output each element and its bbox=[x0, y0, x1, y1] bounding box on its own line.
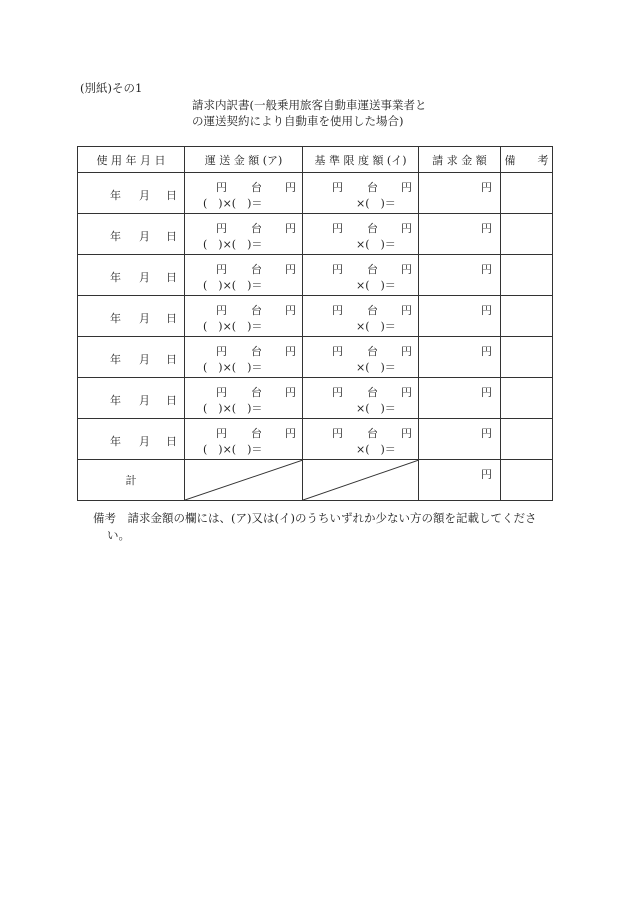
fare-formula: ( )×( )＝ bbox=[203, 402, 263, 415]
fare-vehicle-unit: 台 bbox=[251, 345, 262, 358]
remarks-cell bbox=[501, 173, 553, 214]
header-usage-date: 使 用 年 月 日 bbox=[78, 147, 185, 173]
fare-yen-unit: 円 bbox=[216, 345, 227, 358]
limit-yen-unit: 円 bbox=[332, 181, 343, 194]
fare-yen-unit: 円 bbox=[216, 222, 227, 235]
fare-vehicle-unit: 台 bbox=[251, 181, 262, 194]
fare-yen-unit-2: 円 bbox=[285, 263, 296, 276]
limit-cell bbox=[303, 255, 419, 296]
month-unit: 月 bbox=[139, 189, 150, 202]
limit-yen-unit: 円 bbox=[332, 263, 343, 276]
amount-unit: 円 bbox=[481, 345, 492, 358]
limit-formula: ×( )＝ bbox=[356, 402, 396, 415]
limit-formula: ×( )＝ bbox=[356, 443, 396, 456]
fare-yen-unit: 円 bbox=[216, 263, 227, 276]
fare-cell bbox=[185, 214, 303, 255]
limit-yen-unit-2: 円 bbox=[401, 386, 412, 399]
limit-yen-unit-2: 円 bbox=[401, 181, 412, 194]
fare-formula: ( )×( )＝ bbox=[203, 238, 263, 251]
limit-formula: ×( )＝ bbox=[356, 279, 396, 292]
diagonal-line-fare bbox=[185, 460, 303, 500]
day-unit: 日 bbox=[166, 394, 177, 407]
limit-yen-unit-2: 円 bbox=[401, 222, 412, 235]
remarks-cell bbox=[501, 419, 553, 460]
total-label: 計 bbox=[78, 460, 185, 501]
fare-formula: ( )×( )＝ bbox=[203, 320, 263, 333]
limit-yen-unit: 円 bbox=[332, 304, 343, 317]
claim-amount-cell bbox=[419, 173, 501, 214]
header-claim-amount: 請 求 金 額 bbox=[419, 147, 501, 173]
header-fare-amount: 運 送 金 額 (ア) bbox=[185, 147, 303, 173]
limit-vehicle-unit: 台 bbox=[367, 304, 378, 317]
fare-vehicle-unit: 台 bbox=[251, 222, 262, 235]
date-cell bbox=[78, 255, 185, 296]
limit-cell bbox=[303, 296, 419, 337]
day-unit: 日 bbox=[166, 435, 177, 448]
amount-unit: 円 bbox=[481, 304, 492, 317]
limit-formula: ×( )＝ bbox=[356, 320, 396, 333]
year-unit: 年 bbox=[110, 394, 121, 407]
date-cell bbox=[78, 214, 185, 255]
fare-yen-unit: 円 bbox=[216, 181, 227, 194]
table-row bbox=[78, 173, 553, 214]
fare-vehicle-unit: 台 bbox=[251, 304, 262, 317]
limit-yen-unit: 円 bbox=[332, 222, 343, 235]
limit-vehicle-unit: 台 bbox=[367, 386, 378, 399]
table-header-row bbox=[78, 147, 553, 173]
limit-formula: ×( )＝ bbox=[356, 361, 396, 374]
fare-formula: ( )×( )＝ bbox=[203, 361, 263, 374]
month-unit: 月 bbox=[139, 353, 150, 366]
amount-unit: 円 bbox=[481, 222, 492, 235]
year-unit: 年 bbox=[110, 230, 121, 243]
limit-yen-unit-2: 円 bbox=[401, 263, 412, 276]
fare-yen-unit: 円 bbox=[216, 386, 227, 399]
month-unit: 月 bbox=[139, 435, 150, 448]
day-unit: 日 bbox=[166, 189, 177, 202]
total-unit: 円 bbox=[481, 468, 492, 481]
claim-amount-cell bbox=[419, 419, 501, 460]
month-unit: 月 bbox=[139, 394, 150, 407]
fare-yen-unit-2: 円 bbox=[285, 427, 296, 440]
title-line-2: の運送契約により自動車を使用した場合) bbox=[192, 114, 404, 128]
year-unit: 年 bbox=[110, 435, 121, 448]
date-cell bbox=[78, 173, 185, 214]
claim-amount-cell bbox=[419, 337, 501, 378]
limit-cell bbox=[303, 419, 419, 460]
date-cell bbox=[78, 419, 185, 460]
year-unit: 年 bbox=[110, 271, 121, 284]
month-unit: 月 bbox=[139, 230, 150, 243]
limit-cell bbox=[303, 337, 419, 378]
limit-yen-unit: 円 bbox=[332, 427, 343, 440]
date-cell bbox=[78, 296, 185, 337]
day-unit: 日 bbox=[166, 353, 177, 366]
amount-unit: 円 bbox=[481, 263, 492, 276]
table-total-row bbox=[78, 460, 553, 501]
day-unit: 日 bbox=[166, 230, 177, 243]
fare-vehicle-unit: 台 bbox=[251, 427, 262, 440]
claim-amount-cell bbox=[419, 378, 501, 419]
fare-cell bbox=[185, 173, 303, 214]
title-line-1: 請求内訳書(一般乗用旅客自動車運送事業者と bbox=[192, 98, 427, 112]
total-amount-cell bbox=[419, 460, 501, 501]
fare-yen-unit: 円 bbox=[216, 304, 227, 317]
limit-cell bbox=[303, 173, 419, 214]
limit-vehicle-unit: 台 bbox=[367, 222, 378, 235]
limit-yen-unit: 円 bbox=[332, 345, 343, 358]
fare-formula: ( )×( )＝ bbox=[203, 197, 263, 210]
year-unit: 年 bbox=[110, 312, 121, 325]
limit-vehicle-unit: 台 bbox=[367, 181, 378, 194]
attachment-label: (別紙)その1 bbox=[80, 81, 143, 95]
date-cell bbox=[78, 337, 185, 378]
limit-formula: ×( )＝ bbox=[356, 238, 396, 251]
total-remarks-cell bbox=[501, 460, 553, 501]
fare-cell bbox=[185, 337, 303, 378]
limit-cell bbox=[303, 214, 419, 255]
remarks-cell bbox=[501, 378, 553, 419]
remarks-cell bbox=[501, 255, 553, 296]
fare-yen-unit-2: 円 bbox=[285, 304, 296, 317]
month-unit: 月 bbox=[139, 312, 150, 325]
fare-yen-unit-2: 円 bbox=[285, 345, 296, 358]
limit-vehicle-unit: 台 bbox=[367, 427, 378, 440]
limit-formula: ×( )＝ bbox=[356, 197, 396, 210]
table-row bbox=[78, 255, 553, 296]
table-row bbox=[78, 214, 553, 255]
remarks-cell bbox=[501, 214, 553, 255]
claim-amount-cell bbox=[419, 255, 501, 296]
fare-vehicle-unit: 台 bbox=[251, 263, 262, 276]
month-unit: 月 bbox=[139, 271, 150, 284]
limit-vehicle-unit: 台 bbox=[367, 345, 378, 358]
note-line-2: い。 bbox=[107, 528, 130, 542]
diagonal-line-limit bbox=[303, 460, 419, 500]
total-limit-cell bbox=[303, 460, 419, 501]
table-row bbox=[78, 419, 553, 460]
year-unit: 年 bbox=[110, 189, 121, 202]
fare-yen-unit-2: 円 bbox=[285, 222, 296, 235]
fare-vehicle-unit: 台 bbox=[251, 386, 262, 399]
limit-yen-unit-2: 円 bbox=[401, 427, 412, 440]
fare-cell bbox=[185, 296, 303, 337]
limit-vehicle-unit: 台 bbox=[367, 263, 378, 276]
limit-yen-unit-2: 円 bbox=[401, 304, 412, 317]
note-line-1: 備考 請求金額の欄には、(ア)又は(イ)のうちいずれか少ない方の額を記載してくださ bbox=[93, 511, 537, 525]
header-remarks: 備 考 bbox=[501, 147, 553, 173]
fare-formula: ( )×( )＝ bbox=[203, 279, 263, 292]
document-title bbox=[192, 97, 426, 129]
limit-yen-unit: 円 bbox=[332, 386, 343, 399]
fare-cell bbox=[185, 419, 303, 460]
limit-yen-unit-2: 円 bbox=[401, 345, 412, 358]
date-cell bbox=[78, 378, 185, 419]
year-unit: 年 bbox=[110, 353, 121, 366]
claim-breakdown-table bbox=[77, 146, 553, 501]
table-row bbox=[78, 378, 553, 419]
day-unit: 日 bbox=[166, 271, 177, 284]
remarks-cell bbox=[501, 296, 553, 337]
amount-unit: 円 bbox=[481, 386, 492, 399]
remarks-cell bbox=[501, 337, 553, 378]
day-unit: 日 bbox=[166, 312, 177, 325]
amount-unit: 円 bbox=[481, 181, 492, 194]
table-row bbox=[78, 296, 553, 337]
header-limit-amount: 基 準 限 度 額 (イ) bbox=[303, 147, 419, 173]
limit-cell bbox=[303, 378, 419, 419]
claim-amount-cell bbox=[419, 214, 501, 255]
amount-unit: 円 bbox=[481, 427, 492, 440]
fare-formula: ( )×( )＝ bbox=[203, 443, 263, 456]
total-fare-cell bbox=[185, 460, 303, 501]
fare-yen-unit-2: 円 bbox=[285, 386, 296, 399]
claim-amount-cell bbox=[419, 296, 501, 337]
fare-yen-unit-2: 円 bbox=[285, 181, 296, 194]
fare-yen-unit: 円 bbox=[216, 427, 227, 440]
fare-cell bbox=[185, 378, 303, 419]
fare-cell bbox=[185, 255, 303, 296]
table-row bbox=[78, 337, 553, 378]
